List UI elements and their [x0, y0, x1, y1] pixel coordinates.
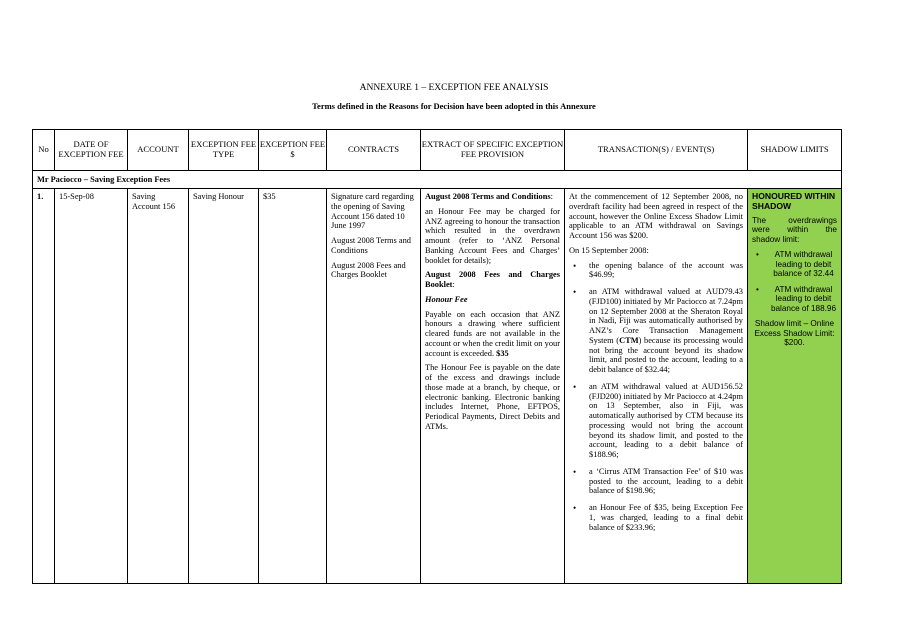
- section-title: Mr Paciocco – Saving Exception Fees: [33, 171, 842, 189]
- transaction-list: [569, 261, 743, 533]
- column-header-transactions: TRANSACTION(S) / EVENT(S): [565, 130, 748, 171]
- extract-subheading: Honour Fee: [425, 294, 468, 304]
- shadow-limits-cell: [748, 189, 842, 584]
- list-item: • an Honour Fee of $35, being Exception Fee 1, was charged, leading to a final debit balance of $233.96;: [569, 503, 743, 532]
- contract-item: Signature card regarding the opening of Saving Account 156 dated 10 June 1997: [331, 192, 414, 231]
- extract-paragraph: The Honour Fee is payable on the date of the excess and drawings include those made at a branch, by cheque, or electronic banking. Electronic banking includes Internet, Phone, EFTPOS, Periodical Payments, Direct Debits and ATMs.: [425, 363, 560, 431]
- list-item: • ATM withdrawal leading to debit balance of 188.96: [752, 285, 837, 314]
- shadow-status: HONOURED WITHIN SHADOW: [752, 191, 836, 211]
- extract-paragraph: Payable on each occasion that ANZ honours a drawing where sufficient cleared funds are not available in the account or when the credit limit on your account is exceeded. $35: [425, 309, 560, 358]
- column-header-extract: EXTRACT OF SPECIFIC EXCEPTION FEE PROVISION: [421, 130, 565, 171]
- contract-item: August 2008 Fees and Charges Booklet: [331, 260, 406, 280]
- annexure-title: ANNEXURE 1 – EXCEPTION FEE ANALYSIS: [359, 83, 549, 93]
- list-item: • an ATM withdrawal valued at AUD156.52 (FJD200) initiated by Mr Paciocco at 4.24pm on 13 September, also in Fiji, was automatically authorised by CTM because its processing would not bring the account beyond its shadow limit, and posted to the account, leading to a debit balance of $188.96;: [569, 382, 743, 460]
- list-item: • an ATM withdrawal valued at AUD79.43 (FJD100) initiated by Mr Paciocco at 7.24pm on 12 September 2008 at the Sheraton Royal in Nadi, Fiji was automatically authorised by ANZ’s Core Transaction Management System (CTM) because its processing would not bring the account beyond its shadow limit, and posted to the account, leading to a debit balance of $32.44;: [569, 287, 743, 375]
- annexure-subtitle: Terms defined in the Reasons for Decision have been adopted in this Annexure: [312, 101, 596, 111]
- fee-amount: $35: [263, 192, 276, 201]
- account-name: Saving Account 156: [132, 192, 176, 211]
- list-item: • ATM withdrawal leading to debit balance of 32.44: [752, 250, 837, 279]
- extract-heading: August 2008 Fees and Charges Booklet:: [425, 270, 560, 289]
- extract-heading: August 2008 Terms and Conditions:: [425, 192, 553, 201]
- column-header-shadow-limits: SHADOW LIMITS: [748, 130, 842, 171]
- row-number: 1.: [37, 192, 44, 201]
- column-header-fee-type: EXCEPTION FEE TYPE: [189, 130, 259, 171]
- column-header-account: ACCOUNT: [128, 130, 189, 171]
- fee-date: 15-Sep-08: [59, 192, 94, 201]
- extract-paragraph: an Honour Fee may be charged for ANZ agreeing to honour the transaction which resulted in the overdrawn amount (refer to ‘ANZ Personal Banking Account Fees and Charges’ booklet for details);: [425, 206, 560, 265]
- shadow-footer: Shadow limit – Online Excess Shadow Limit: $200.: [754, 319, 835, 348]
- section-row: [33, 171, 842, 189]
- list-item: • the opening balance of the account was $46.99;: [569, 261, 743, 281]
- table-row: [33, 189, 842, 584]
- column-header-date: DATE OF EXCEPTION FEE: [55, 130, 128, 171]
- shadow-intro: The overdrawings were within the shadow limit:: [752, 215, 837, 244]
- column-header-contracts: CONTRACTS: [327, 130, 421, 171]
- exception-fee-table: [32, 129, 842, 584]
- list-item: • a ‘Cirrus ATM Transaction Fee’ of $10 was posted to the account, leading to a debit balance of $198.96;: [569, 467, 743, 496]
- transaction-date-line: On 15 September 2008:: [569, 245, 649, 255]
- column-header-no: No: [33, 130, 55, 171]
- fee-type: Saving Honour: [193, 192, 244, 201]
- transaction-intro: At the commencement of 12 September 2008, no overdraft facility had been agreed in respect of the account, however the Online Excess Shadow Limit applicable to an ATM withdrawal on Savings Account 156 was $200.: [569, 192, 743, 240]
- table-header-row: [33, 130, 842, 171]
- column-header-fee-amount: EXCEPTION FEE $: [259, 130, 327, 171]
- shadow-list: [752, 250, 837, 313]
- contract-item: August 2008 Terms and Conditions: [331, 236, 411, 255]
